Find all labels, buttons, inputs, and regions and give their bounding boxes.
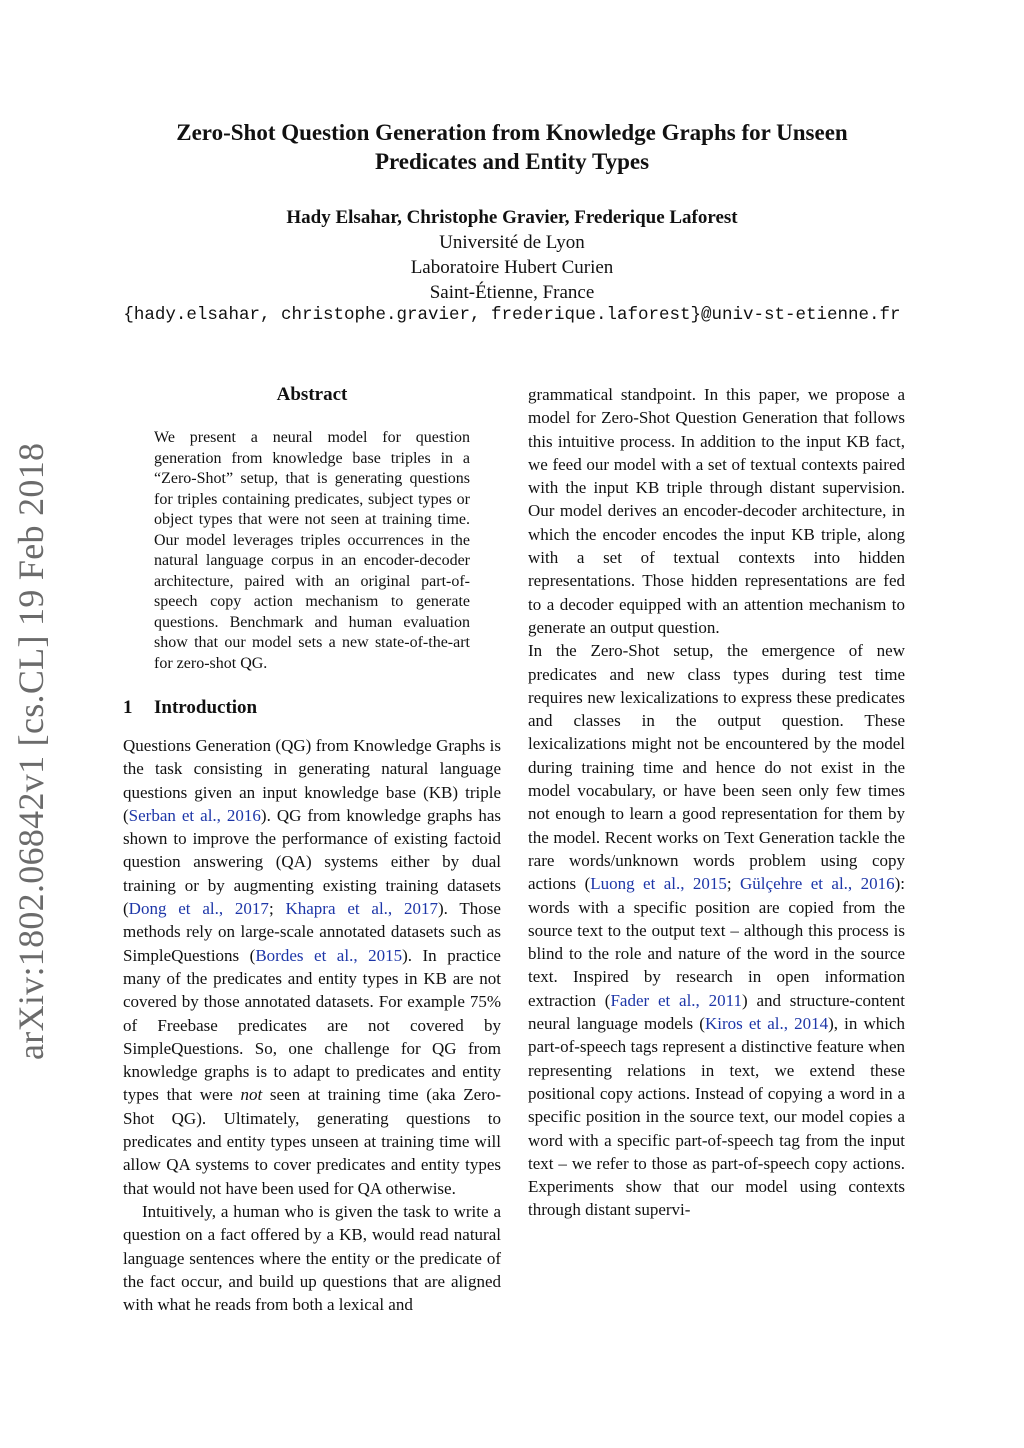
section-title: Introduction xyxy=(154,697,258,718)
author-names: Hady Elsahar, Christophe Gravier, Frederique Laforest xyxy=(286,207,738,228)
title-line-2: Predicates and Entity Types xyxy=(374,149,650,174)
text-run: ; xyxy=(268,899,286,919)
right-column-body xyxy=(528,383,905,1222)
text-run: ): words with a specific position are copied from the source text to the output text – although this process is blind to the role and nature of the word in the source text. Inspired by research in open information extraction ( xyxy=(528,874,905,1010)
text-run: ; xyxy=(726,874,741,894)
text-run: ) and structure-content neural language models ( xyxy=(528,990,905,1034)
citation-luong[interactable]: Luong et al., 2015 xyxy=(590,874,727,894)
text-run: ). In practice many of the predicates and entity types in KB are not covered by those annotated datasets. For example 75% of Freebase predicates are not covered by SimpleQuestions. So, one challenge for QG from knowledge graphs is to adapt to predicates and entity types that were xyxy=(123,945,501,1105)
citation-fader[interactable]: Fader et al., 2011 xyxy=(610,990,742,1010)
text-run: In the Zero-Shot setup, the emergence of new predicates and new class types during test time requires new lexicalizations to express these predicates and classes in the output question. These lexicalizations might not be encountered by the model during training time and hence do not exist in the model vocabulary, or have been seen only few times not enough to learn a good representation for them by the model. Recent works on Text Generation tackle the rare words/unknown words problem using copy actions ( xyxy=(528,641,905,894)
citation-kiros[interactable]: Kiros et al., 2014 xyxy=(704,1014,829,1034)
left-column-body xyxy=(123,734,501,1316)
citation-serban[interactable]: Serban et al., 2016 xyxy=(128,805,261,825)
affiliation-university: Université de Lyon xyxy=(439,232,585,253)
affiliation-laboratory: Laboratoire Hubert Curien xyxy=(410,257,614,278)
intro-paragraph-2-end: grammatical standpoint. In this paper, we propose a model for Zero-Shot Question Generation that follows this intuitive process. In addition to the input KB fact, we feed our model with a set of textual contexts paired with the input KB triple through distant supervision. Our model derives an encoder-decoder architecture, in which the encoder encodes the input KB triple, along with a set of textual contexts into hidden representations. Those hidden representations are fed to a decoder equipped with an attention mechanism to generate an output question. xyxy=(528,385,905,637)
citation-gulcehre[interactable]: Gülçehre et al., 2016 xyxy=(740,874,895,894)
author-block xyxy=(100,205,924,305)
title-line-1: Zero-Shot Question Generation from Knowledge Graphs for Unseen xyxy=(176,120,848,145)
citation-bordes[interactable]: Bordes et al., 2015 xyxy=(255,945,403,965)
text-run: Questions Generation (QG) from Knowledge Graphs is the task consisting in generating natural language questions given an input knowledge base (KB) triple ( xyxy=(123,736,501,825)
intro-paragraph-3 xyxy=(528,639,905,1221)
arxiv-identifier: arXiv:1802.06842v1 [cs.CL] 19 Feb 2018 xyxy=(11,442,51,1060)
intro-paragraph-2-start: Intuitively, a human who is given the task to write a question on a fact offered by a KB, would read natural language sentences where the entity or the predicate of the fact occur, and build up questions that are aligned with what he reads from both a lexical and xyxy=(123,1201,501,1315)
abstract-heading: Abstract xyxy=(276,384,348,405)
text-run: ). QG from knowledge graphs has shown to improve the performance of existing factoid question answering (QA) systems either by dual training or by augmenting existing training datasets ( xyxy=(123,805,501,919)
abstract-text: We present a neural model for question generation from knowledge base triples in a “Zero-Shot” setup, that is generating questions for triples containing predicates, subject types or object types that were not seen at training time. Our model leverages triples occurrences in the natural language corpus in an encoder-decoder architecture, paired with an original part-of-speech copy action mechanism to generate questions. Benchmark and human evaluation show that our model sets a new state-of-the-art for zero-shot QG. xyxy=(154,429,470,672)
text-run: seen at training time (aka Zero-Shot QG). Ultimately, generating questions to predicates and entity types unseen at training time will allow QA systems to cover predicates and entity types that would not have been used for QA otherwise. xyxy=(123,1085,501,1198)
citation-dong[interactable]: Dong et al., 2017 xyxy=(128,899,269,919)
intro-paragraph-1 xyxy=(123,734,501,1200)
text-run: ). Those methods rely on large-scale annotated datasets such as SimpleQuestions ( xyxy=(123,899,501,965)
citation-khapra[interactable]: Khapra et al., 2017 xyxy=(285,899,438,919)
author-emails: {hady.elsahar, christophe.gravier, frederique.laforest}@univ-st-etienne.fr xyxy=(123,305,901,325)
paper-title xyxy=(100,118,924,176)
section-number: 1 xyxy=(123,697,133,718)
emphasis-not: not xyxy=(240,1085,263,1105)
affiliation-location: Saint-Étienne, France xyxy=(429,282,595,303)
section-heading-introduction xyxy=(123,695,501,720)
text-run: ), in which part-of-speech tags represent a distinctive feature when representing relations in text, we extend these positional copy actions. Instead of copying a word in a specific position in the source text, our model copies a word with a specific part-of-speech tag from the input text – we refer to those as part-of-speech copy actions. Experiments show that our model using contexts through distant supervi- xyxy=(528,1014,905,1220)
